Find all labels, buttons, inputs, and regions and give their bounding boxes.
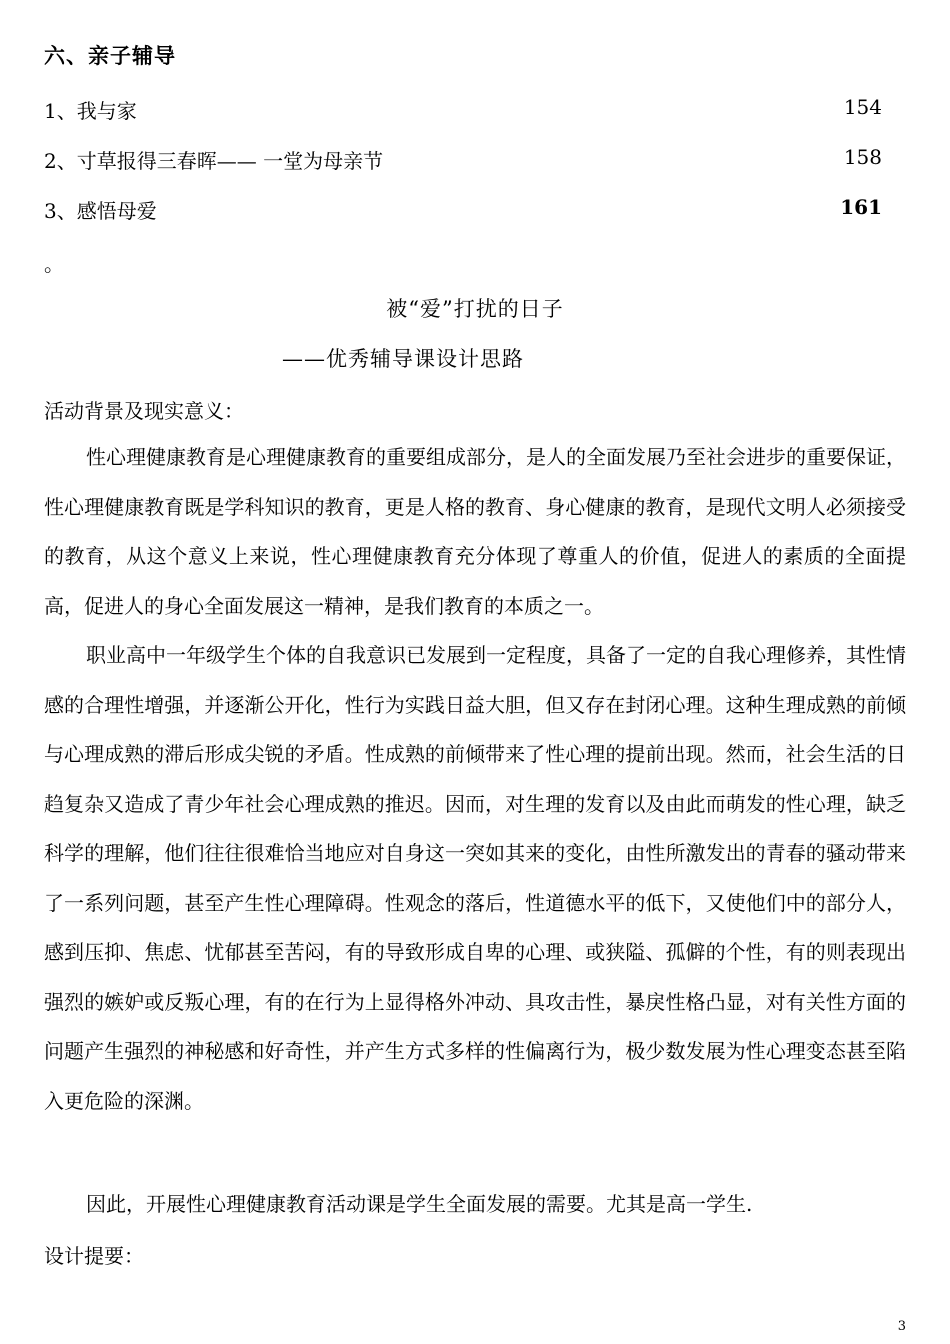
- design-label: 设计提要：: [44, 1244, 144, 1268]
- stray-punctuation: 。: [44, 252, 64, 276]
- toc-entry-page: 154: [843, 95, 882, 119]
- toc-entry: [44, 95, 882, 125]
- toc-entry-page: 161: [840, 195, 882, 219]
- page-number: 3: [897, 1319, 906, 1334]
- toc-entry: [44, 145, 882, 175]
- document-subtitle: ——优秀辅导课设计思路: [282, 347, 524, 371]
- body-paragraph: 因此，开展性心理健康教育活动课是学生全面发展的需要。尤其是高一学生.: [86, 1192, 753, 1216]
- toc-entry-title: 3、感悟母爱: [44, 199, 157, 223]
- toc-entry: [44, 195, 882, 225]
- body-paragraph: 性心理健康教育是心理健康教育的重要组成部分，是人的全面发展乃至社会进步的重要保证，性心理健康教育既是学科知识的教育，更是人格的教育、身心健康的教育，是现代文明人必须接受的教育，从这个意义上来说，性心理健康教育充分体现了尊重人的价值，促进人的素质的全面提高，促进人的身心全面发展这一精神，是我们教育的本质之一。: [44, 445, 906, 618]
- toc-entry-page: 158: [843, 145, 882, 169]
- background-label: 活动背景及现实意义：: [44, 399, 244, 423]
- toc-entry-title: 1、我与家: [44, 99, 137, 123]
- toc-entry-title: 2、寸草报得三春晖—— 一堂为母亲节: [44, 149, 384, 173]
- body-paragraph: 职业高中一年级学生个体的自我意识已发展到一定程度，具备了一定的自我心理修养，其性情感的合理性增强，并逐渐公开化，性行为实践日益大胆，但又存在封闭心理。这种生理成熟的前倾与心理成熟的滞后形成尖锐的矛盾。性成熟的前倾带来了性心理的提前出现。然而，社会生活的日趋复杂又造成了青少年社会心理成熟的推迟。因而，对生理的发育以及由此而萌发的性心理，缺乏科学的理解，他们往往很难恰当地应对自身这一突如其来的变化，由性所激发出的青春的骚动带来了一系列问题，甚至产生性心理障碍。性观念的落后，性道德水平的低下，又使他们中的部分人，感到压抑、焦虑、忧郁甚至苦闷，有的导致形成自卑的心理、或狭隘、孤僻的个性，有的则表现出强烈的嫉妒或反叛心理，有的在行为上显得格外冲动、具攻击性，暴戾性格凸显，对有关性方面的问题产生强烈的神秘感和好奇性，并产生方式多样的性偏离行为，极少数发展为性心理变态甚至陷入更危险的深渊。: [44, 643, 906, 1113]
- section-heading: 六、亲子辅导: [44, 44, 176, 68]
- document-title: 被“爱”打扰的日子: [386, 297, 564, 321]
